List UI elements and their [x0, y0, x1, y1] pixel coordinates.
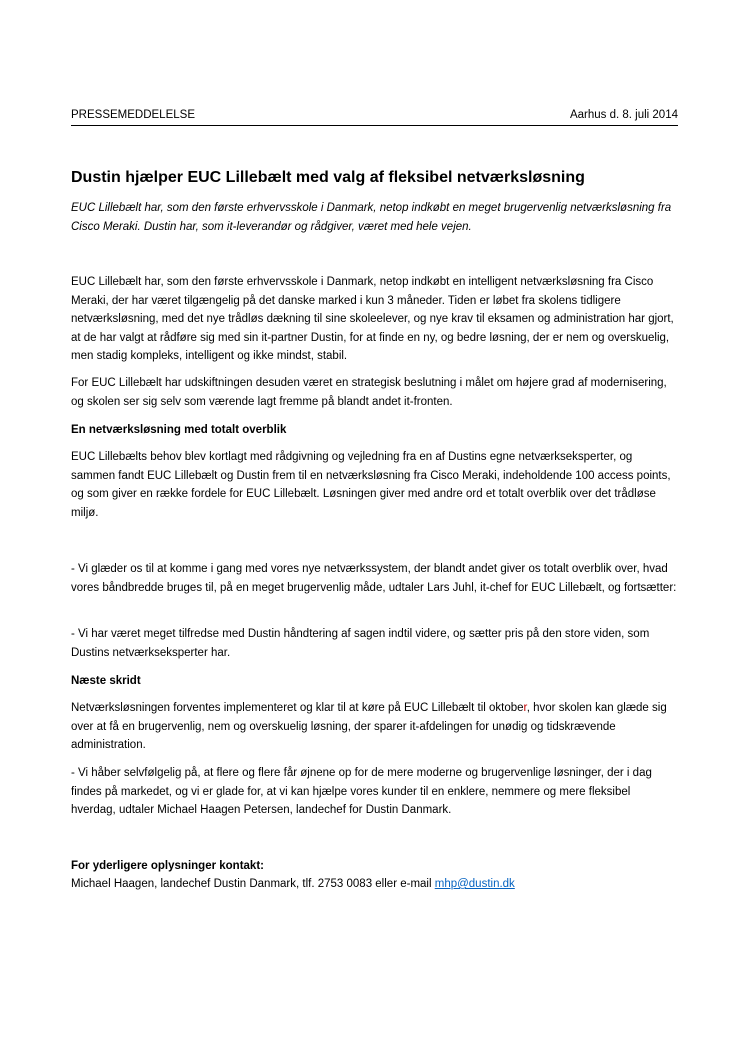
press-release-page — [71, 0, 678, 1056]
email-link[interactable]: mhp@dustin.dk — [434, 878, 515, 890]
body-paragraph-4-end: , hvor skolen kan glæde sig over at få en brugervenlig, nem og overskuelig løsning, der sparer it-afdelingen for unødig og tidskrævende administration. — [71, 702, 667, 751]
body-paragraph-2: For EUC Lillebælt har udskiftningen desuden været en strategisk beslutning i målet om højere grad af modernisering, og skolen ser sig selv som værende lagt fremme på blandt andet it-fronten. — [71, 377, 667, 408]
section-heading-overview: En netværksløsning med totalt overblik — [71, 424, 287, 436]
body-paragraph-4-start: Netværksløsningen forventes implementeret og klar til at køre på EUC Lillebælt til oktobe — [71, 702, 524, 714]
quote-paragraph-1: - Vi glæder os til at komme i gang med vores nye netværkssystem, der blandt andet giver os totalt overblik over, hvad vores båndbredde bruges til, på en meget brugervenlig måde, udtaler Lars Juhl, it-chef for EUC Lillebælt, og fortsætter: — [71, 563, 677, 594]
body-paragraph-4 — [71, 699, 678, 755]
body-paragraph-1: EUC Lillebælt har, som den første erhvervsskole i Danmark, netop indkøbt en intelligent netværksløsning fra Cisco Meraki, der har været tilgængelig på det danske marked i kun 3 måneder. Tiden er løbet fra skolens tidligere netværksløsning, med det nye trådløs dækning til sine skoleelever, og nye krav til eksamen og administration har gjort, at de har valgt at rådføre sig med sin it-partner Dustin, for at finde en ny, og bedre løsning, der er nem og overskuelig, men stadig kompleks, intelligent og ikke mindst, stabil. — [71, 276, 674, 362]
document-type-label: PRESSEMEDDELELSE — [71, 109, 195, 121]
highlighted-letter: r — [523, 702, 527, 714]
body-paragraph-3: EUC Lillebælts behov blev kortlagt med rådgivning og vejledning fra en af Dustins egne netværkseksperter, og sammen fandt EUC Lillebælt og Dustin frem til en netværksløsning fra Cisco Meraki, indeholdende 100 access points, og som giver en række fordele for EUC Lillebælt. Løsningen giver med andre ord et totalt overblik over det trådløse miljø. — [71, 451, 671, 519]
document-header — [71, 107, 678, 126]
contact-line — [71, 875, 678, 893]
quote-paragraph-2: - Vi har været meget tilfredse med Dustin håndtering af sagen indtil videre, og sætter pris på den store viden, som Dustins netværkseksperter har. — [71, 628, 650, 659]
lead-paragraph: EUC Lillebælt har, som den første erhvervsskole i Danmark, netop indkøbt en meget brugervenlig netværksløsning fra Cisco Meraki. Dustin har, som it-leverandør og rådgiver, været med hele vejen. — [71, 202, 672, 233]
contact-text: Michael Haagen, landechef Dustin Danmark, tlf. 2753 0083 eller e-mail — [71, 878, 435, 890]
contact-heading: For yderligere oplysninger kontakt: — [71, 860, 264, 872]
dateline: Aarhus d. 8. juli 2014 — [569, 109, 678, 121]
quote-paragraph-3: - Vi håber selvfølgelig på, at flere og flere får øjnene op for de mere moderne og brugervenlige løsninger, der i dag findes på markedet, og vi er glade for, at vi kan hjælpe vores kunder til en enklere, nemmere og mere fleksibel hverdag, udtaler Michael Haagen Petersen, landechef for Dustin Danmark. — [71, 767, 652, 816]
page-title: Dustin hjælper EUC Lillebælt med valg af fleksibel netværksløsning — [71, 169, 585, 186]
section-heading-next-step: Næste skridt — [71, 675, 141, 687]
